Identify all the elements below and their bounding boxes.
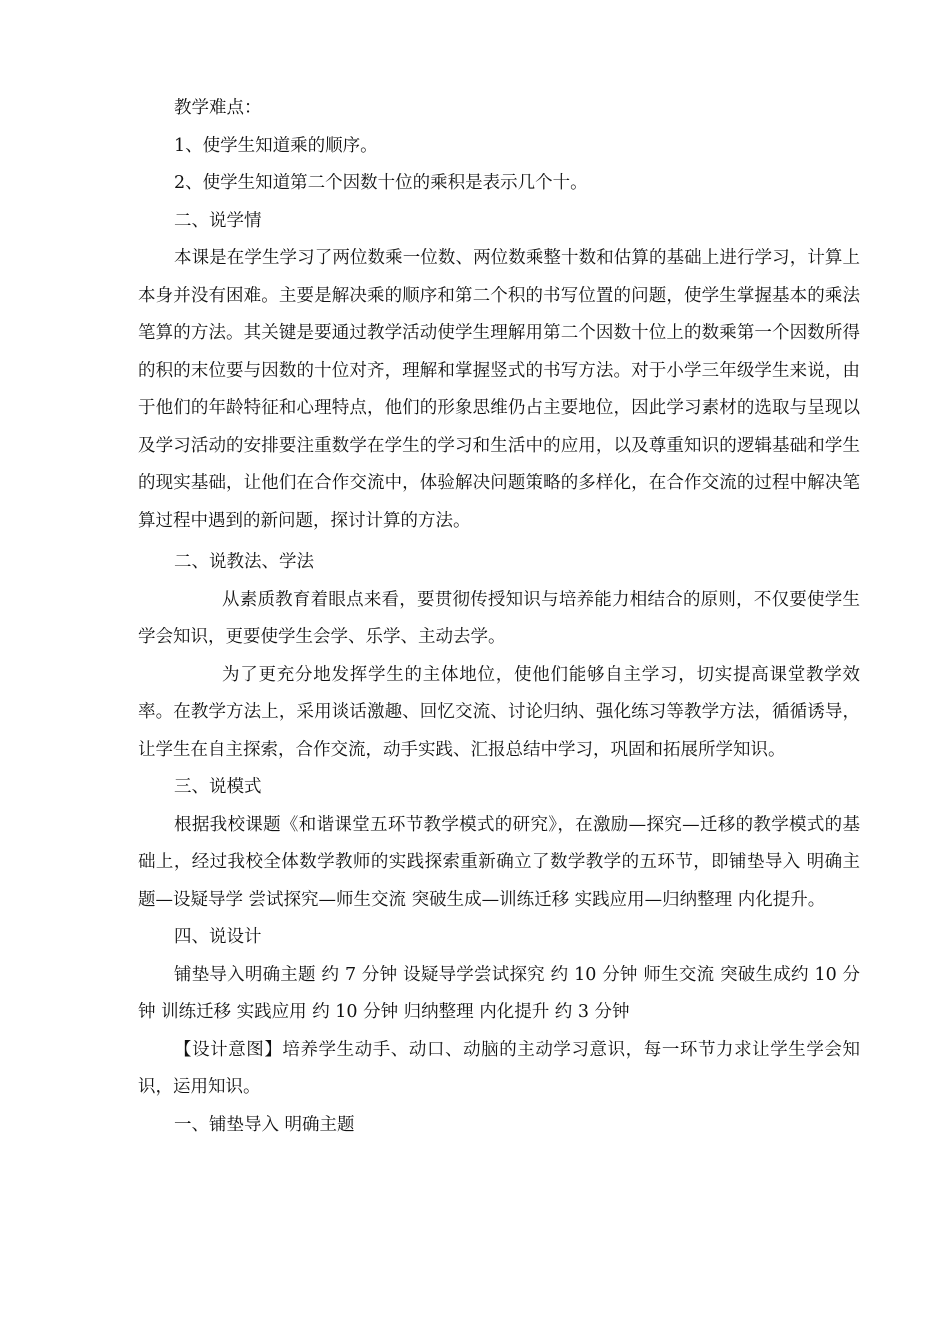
heading-design: 四、说设计: [174, 927, 262, 947]
list-item-1: 1、使学生知道乘的顺序。: [174, 135, 378, 156]
heading-methods: 二、说教法、学法: [174, 552, 314, 572]
paragraph-design-timing: 铺垫导入明确主题 约 7 分钟 设疑导学尝试探究 约 10 分钟 师生交流 突破生成约 10 分钟 训练迁移 实践应用 约 10 分钟 归纳整理 内化提升 约 3 分钟: [138, 964, 860, 1022]
paragraph-model: 根据我校课题《和谐课堂五环节教学模式的研究》，在激励—探究—迁移的教学模式的基础上，经过我校全体数学教师的实践探索重新确立了数学教学的五环节，即铺垫导入 明确主题—设疑导学 尝试探究—师生交流 突破生成—训练迁移 实践应用—归纳整理 内化提升。: [138, 814, 860, 910]
heading-section-1: 一、铺垫导入 明确主题: [174, 1114, 355, 1135]
paragraph-methods-2: 为了更充分地发挥学生的主体地位，使他们能够自主学习，切实提高课堂教学效率。在教学方法上，采用谈话激趣、回忆交流、讨论归纳、强化练习等教学方法，循循诱导，让学生在自主探索，合作交流，动手实践、汇报总结中学习，巩固和拓展所学知识。: [138, 664, 860, 760]
document-page: [138, 90, 860, 1144]
list-item-2: 2、使学生知道第二个因数十位的乘积是表示几个十。: [174, 173, 588, 193]
paragraph-methods-1: 从素质教育着眼点来看，要贯彻传授知识与培养能力相结合的原则，不仅要使学生学会知识，更要使学生会学、乐学、主动去学。: [138, 589, 860, 647]
heading-student-situation: 二、说学情: [174, 210, 262, 231]
paragraph-design-intent: 【设计意图】培养学生动手、动口、动脑的主动学习意识，每一环节力求让学生学会知识，运用知识。: [138, 1039, 860, 1097]
heading-teaching-difficulty: 教学难点：: [174, 98, 262, 118]
heading-model: 三、说模式: [174, 777, 262, 797]
paragraph-student-situation: 本课是在学生学习了两位数乘一位数、两位数乘整十数和估算的基础上进行学习，计算上本身并没有困难。主要是解决乘的顺序和第二个积的书写位置的问题，使学生掌握基本的乘法笔算的方法。其关键是要通过教学活动使学生理解用第二个因数十位上的数乘第一个因数所得的积的末位要与因数的十位对齐，理解和掌握竖式的书写方法。对于小学三年级学生来说，由于他们的年龄特征和心理特点，他们的形象思维仍占主要地位，因此学习素材的选取与呈现以及学习活动的安排要注重数学在学生的学习和生活中的应用，以及尊重知识的逻辑基础和学生的现实基础，让他们在合作交流中，体验解决问题策略的多样化，在合作交流的过程中解决笔算过程中遇到的新问题，探讨计算的方法。: [138, 248, 860, 531]
